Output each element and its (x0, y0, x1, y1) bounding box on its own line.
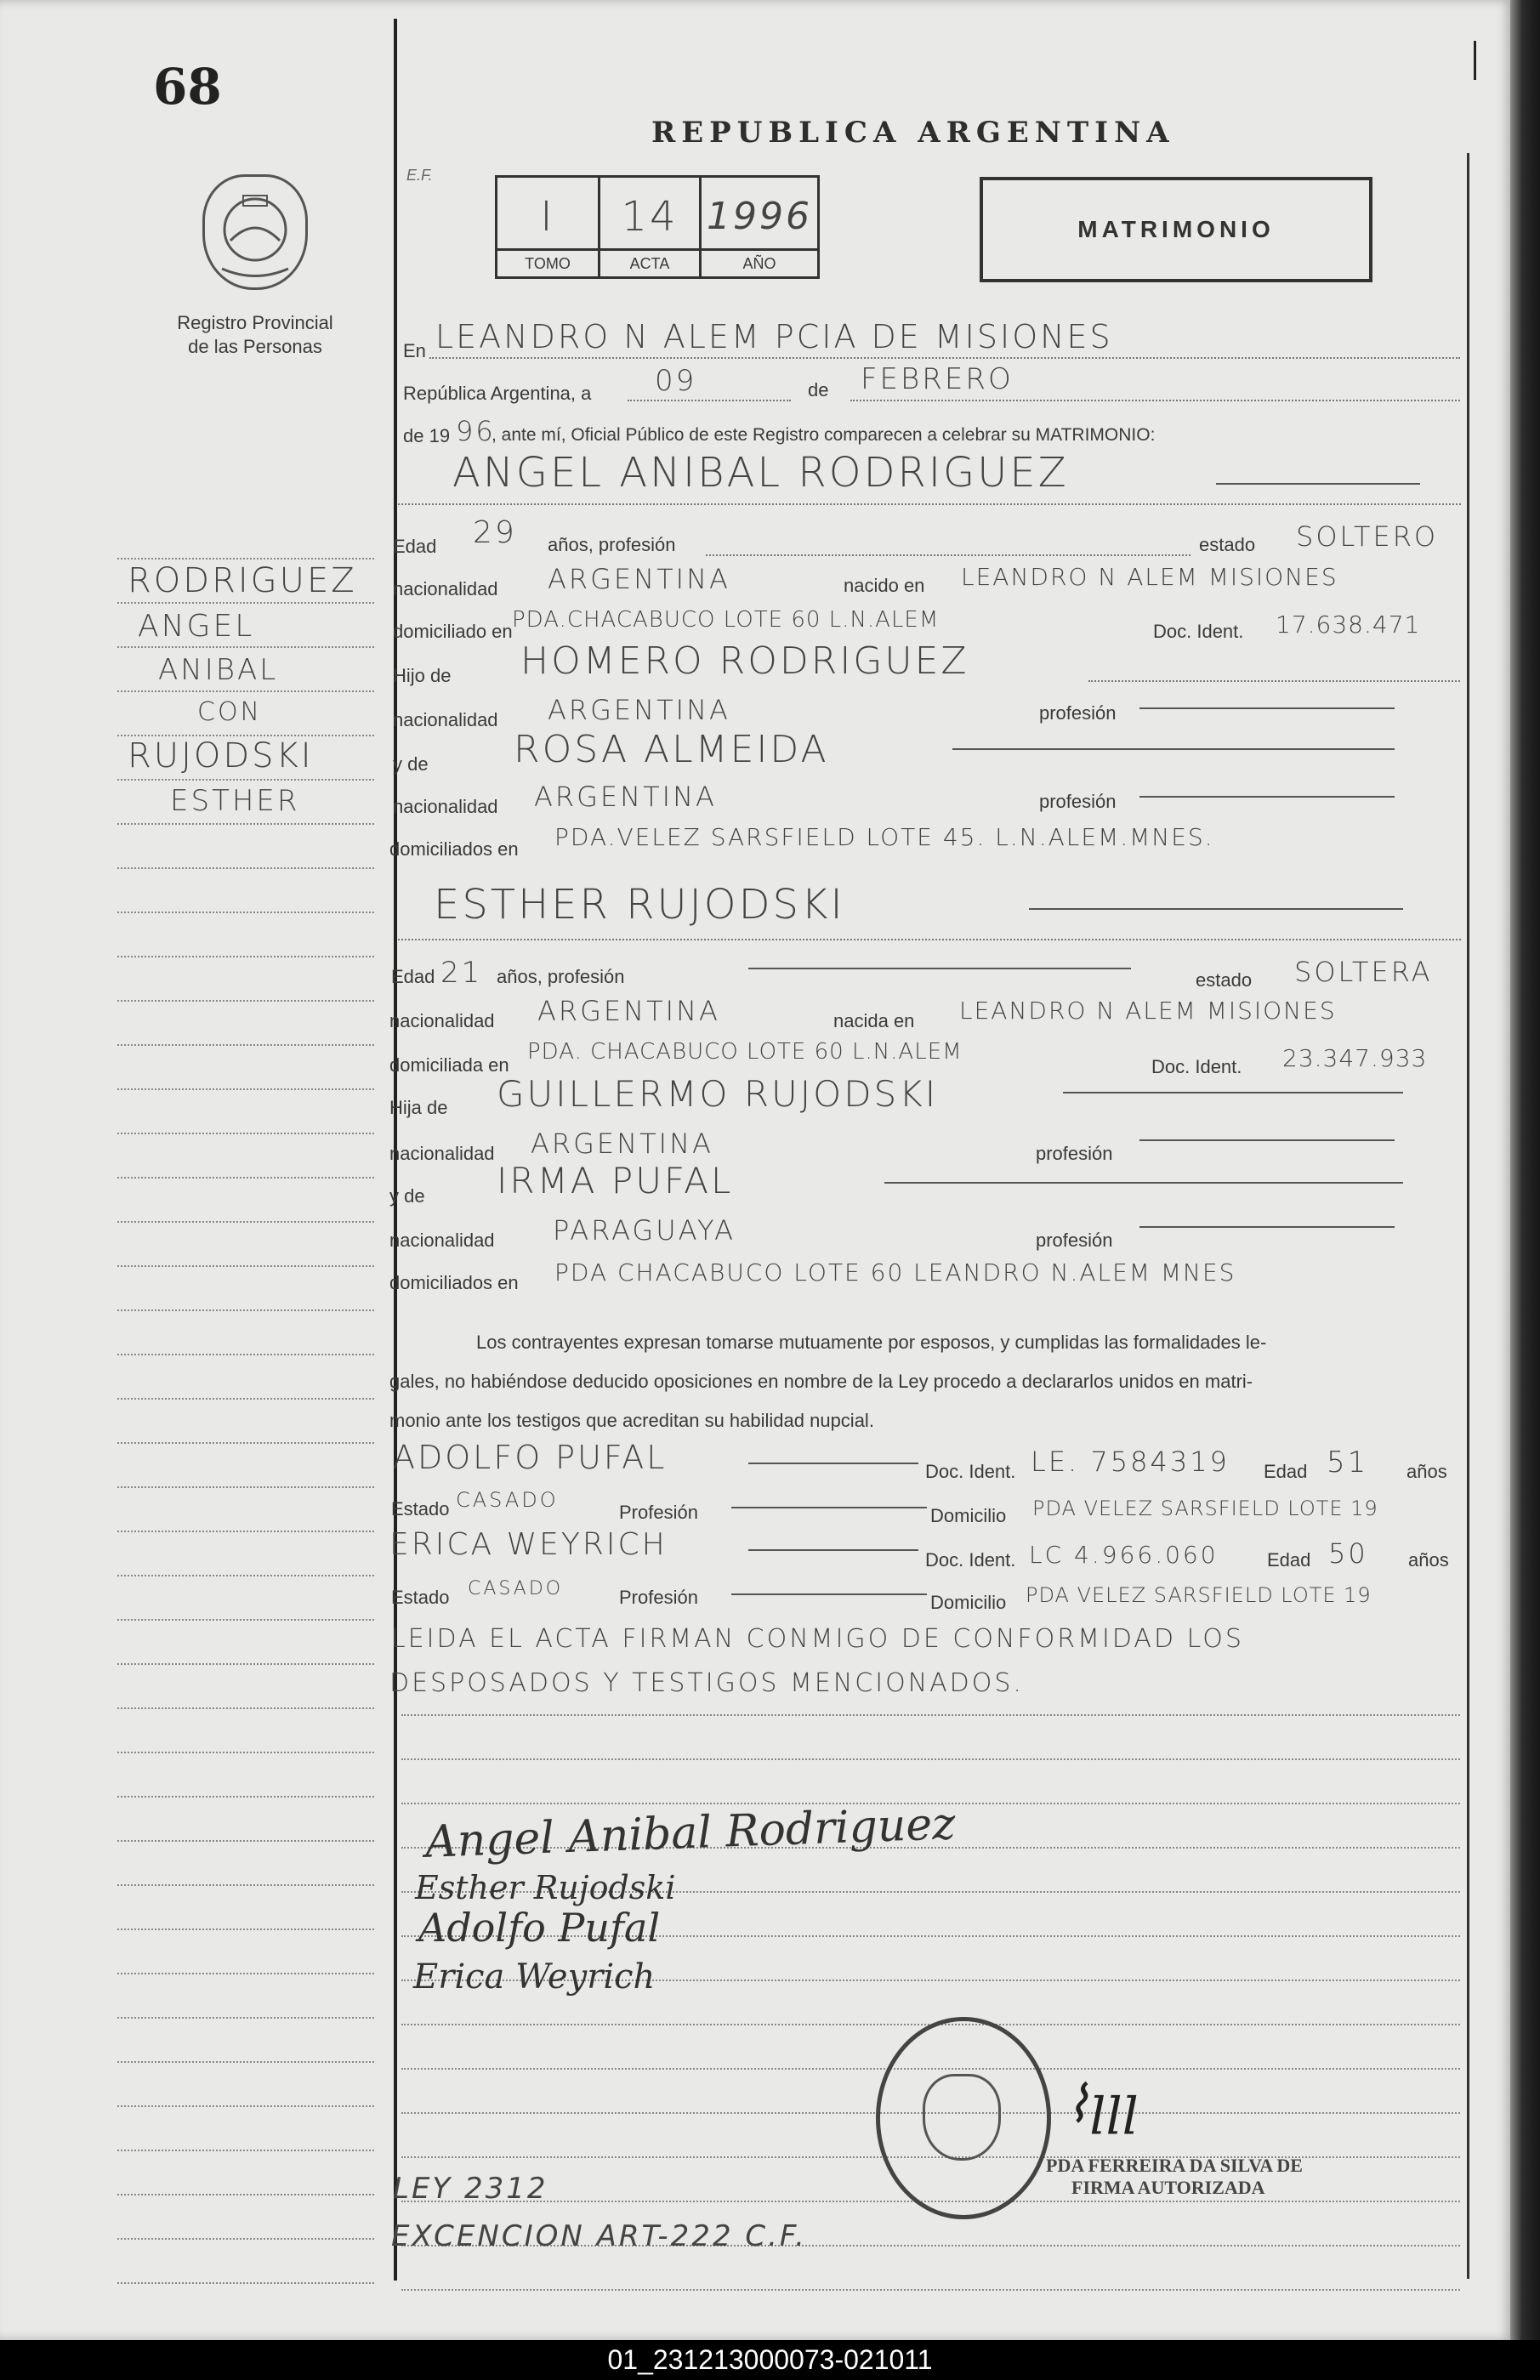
groom-mother-prof-label: profesión (1039, 791, 1117, 812)
margin-ruled-line (117, 823, 374, 825)
day-dots (628, 400, 791, 401)
declaration-line-3: monio ante los testigos que acreditan su habilidad nupcial. (389, 1410, 874, 1431)
witness-2-name-line (748, 1549, 918, 1551)
margin-ruled-line (117, 2105, 374, 2107)
bride-name-line (1029, 908, 1403, 910)
margin-first-name: ANGEL (138, 609, 255, 644)
witness-2-anos-label: años (1408, 1549, 1449, 1571)
witness-2-edad-label: Edad (1267, 1549, 1311, 1571)
official-seal (876, 2017, 1051, 2219)
margin-ruled-line (117, 1309, 374, 1311)
signature-bride: Esther Rujodski (415, 1869, 676, 1906)
place-dots (429, 357, 1460, 359)
tomo-cell (497, 178, 600, 276)
witness-1-doc: LE. 7584319 (1031, 1446, 1230, 1478)
margin-ruled-line (117, 1752, 374, 1753)
groom-domicile: PDA.CHACABUCO LOTE 60 L.N.ALEM (512, 607, 940, 633)
bride-father-prof-line (1139, 1139, 1395, 1141)
witness-2-prof-line (731, 1593, 927, 1595)
closing-line-2: DESPOSADOS Y TESTIGOS MENCIONADOS. (389, 1668, 1024, 1698)
bride-domicile: PDA. CHACABUCO LOTE 60 L.N.ALEM (527, 1039, 963, 1065)
witness-2-domicile: PDA VELEZ SARSFIELD LOTE 19 (1026, 1583, 1372, 1607)
margin-ruled-line (117, 1663, 374, 1665)
margin-spouse-name: ESTHER (170, 784, 300, 818)
margin-ruled-line (117, 1398, 374, 1400)
groom-mother: ROSA ALMEIDA (514, 728, 829, 771)
margin-ruled-line (117, 2238, 374, 2240)
witness-1-doc-label: Doc. Ident. (925, 1461, 1016, 1482)
bride-parents-dom-label: domiciliados en (389, 1272, 519, 1293)
witness-1-age: 51 (1327, 1446, 1369, 1480)
authorization-stamp (1046, 2155, 1303, 2199)
groom-father-nac-label: nacionalidad (393, 709, 498, 730)
groom-father: HOMERO RODRIGUEZ (520, 639, 969, 683)
bride-mother-nac-label: nacionalidad (389, 1230, 495, 1251)
margin-ruled-line (117, 1575, 374, 1576)
margin-ruled-line (117, 1884, 374, 1886)
groom-father-dots (1088, 680, 1460, 682)
witness-1-domicile: PDA VELEZ SARSFIELD LOTE 19 (1032, 1497, 1378, 1520)
excencion-note: EXCENCION ART-222 C.F. (391, 2219, 807, 2253)
witness-1-prof-line (731, 1507, 927, 1508)
bride-parents-domicile: PDA CHACABUCO LOTE 60 LEANDRO N.ALEM MNES (554, 1258, 1236, 1287)
witness-1-name: ADOLFO PUFAL (393, 1439, 668, 1476)
top-right-mark (1474, 41, 1476, 80)
acta-cell (600, 178, 702, 276)
margin-ruled-line (117, 779, 374, 781)
witness-2-age: 50 (1328, 1537, 1368, 1570)
margin-ruled-line (117, 1619, 374, 1621)
year-suffix: 96 (456, 415, 496, 447)
year-prefix: de 19 (403, 425, 451, 446)
witness-1-anos-label: años (1406, 1461, 1447, 1482)
groom-edad-label: Edad (393, 536, 437, 557)
registry-title (136, 311, 374, 359)
bride-estado: SOLTERA (1294, 956, 1433, 988)
witness-2-prof-label: Profesión (619, 1587, 698, 1608)
margin-ruled-line (117, 1133, 374, 1134)
bride-father-prof-label: profesión (1036, 1143, 1113, 1164)
registry-line-2: de las Personas (188, 336, 322, 357)
page-number: 68 (153, 58, 222, 116)
bride-profesion-line (748, 968, 1131, 969)
bride-mother-label: y de (389, 1185, 425, 1207)
witness-2-name: ERICA WEYRICH (389, 1527, 668, 1562)
ley-note: LEY 2312 (393, 2172, 548, 2206)
bride-doc-label: Doc. Ident. (1151, 1056, 1242, 1077)
bride-father-nac: ARGENTINA (531, 1128, 713, 1160)
de-label: de (808, 379, 829, 400)
margin-ruled-line (117, 1354, 374, 1355)
margin-ruled-line (117, 646, 374, 648)
bride-father: GUILLERMO RUJODSKI (497, 1073, 939, 1115)
witness-1-prof-label: Profesión (619, 1502, 698, 1523)
margin-ruled-line (117, 1088, 374, 1090)
witness-2-estado: CASADO (468, 1578, 564, 1599)
ano-label: AÑO (702, 248, 817, 276)
groom-mother-label: y de (393, 753, 429, 775)
bride-name-dots (398, 939, 1461, 940)
margin-ruled-line (117, 2150, 374, 2151)
body-ruled-line (401, 2289, 1460, 2291)
groom-mother-nac-label: nacionalidad (393, 796, 498, 817)
bride-name: ESTHER RUJODSKI (434, 881, 845, 929)
witness-1-name-line (748, 1463, 918, 1464)
bride-mother-prof-line (1139, 1226, 1395, 1228)
bride-nac-label: nacionalidad (389, 1010, 495, 1031)
declaration-line-2: gales, no habiéndose deducido oposiciones en nombre de la Ley procedo a declararlos unidos en matri- (389, 1371, 1253, 1392)
margin-ruled-line (117, 1973, 374, 1974)
ceremony-place: LEANDRO N ALEM PCIA DE MISIONES (435, 318, 1113, 355)
en-label: En (403, 340, 426, 361)
bride-profesion-label: años, profesión (497, 966, 625, 987)
witness-1-estado-label: Estado (391, 1498, 450, 1519)
witness-2-doc-label: Doc. Ident. (925, 1549, 1016, 1571)
groom-estado: SOLTERO (1296, 520, 1439, 553)
bride-age: 21 (440, 956, 483, 990)
ceremony-day: 09 (655, 364, 697, 398)
margin-con: CON (197, 697, 263, 727)
page-edge-shadow (1510, 0, 1540, 2340)
witness-2-dom-label: Domicilio (930, 1592, 1007, 1613)
groom-parents-domicile: PDA.VELEZ SARSFIELD LOTE 45. L.N.ALEM.MNES. (554, 823, 1214, 851)
republica-label: República Argentina, a (403, 383, 592, 404)
groom-doc-label: Doc. Ident. (1153, 621, 1244, 642)
margin-ruled-line (117, 2282, 374, 2284)
margin-ruled-line (117, 956, 374, 957)
margin-ruled-line (117, 1928, 374, 1930)
country-heading: REPUBLICA ARGENTINA (651, 116, 1175, 150)
bride-doc: 23.347.933 (1282, 1044, 1428, 1072)
margin-surname: RODRIGUEZ (128, 561, 357, 600)
margin-ruled-line (117, 1531, 374, 1532)
groom-nac-label: nacionalidad (393, 578, 498, 599)
margin-ruled-line (117, 912, 374, 913)
province-emblem (202, 174, 308, 290)
bride-father-nac-label: nacionalidad (389, 1143, 495, 1164)
margin-ruled-line (117, 1796, 374, 1798)
closing-line-1: LEIDA EL ACTA FIRMAN CONMIGO DE CONFORMIDAD LOS (391, 1624, 1244, 1654)
margin-ruled-line (117, 602, 374, 604)
margin-ruled-line (117, 690, 374, 692)
margin-ruled-line (117, 1486, 374, 1488)
signature-witness-1: Adolfo Pufal (418, 1905, 661, 1951)
witness-1-dom-label: Domicilio (930, 1505, 1007, 1526)
registrar-signature: ⌇ꞁꞁꞁ (1065, 2075, 1139, 2134)
bride-dom-label: domiciliada en (389, 1054, 509, 1076)
groom-father-label: Hijo de (393, 665, 452, 686)
groom-estado-label: estado (1199, 534, 1256, 555)
margin-ruled-line (117, 1840, 374, 1842)
acta-label: ACTA (600, 248, 699, 276)
bride-born-place: LEANDRO N ALEM MISIONES (959, 997, 1337, 1025)
signature-groom: Angel Anibal Rodriguez (424, 1798, 957, 1868)
declaration-text (389, 1323, 1452, 1440)
groom-name-dots (398, 503, 1461, 505)
margin-ruled-line (117, 558, 374, 559)
registry-line-1: Registro Provincial (177, 312, 333, 333)
bride-mother-prof-label: profesión (1036, 1230, 1113, 1251)
ano-value: 1996 (707, 195, 812, 238)
bride-father-line (1063, 1092, 1403, 1093)
groom-nationality: ARGENTINA (548, 563, 730, 595)
groom-profesion-label: años, profesión (548, 534, 676, 555)
month-dots (850, 400, 1460, 401)
record-type-box (980, 177, 1372, 282)
declaration-line-1: Los contrayentes expresan tomarse mutuamente por esposos, y cumplidas las formalidades le- (476, 1332, 1267, 1353)
body-ruled-line (401, 1714, 1460, 1716)
tomo-value: I (540, 193, 555, 241)
record-box (495, 175, 820, 279)
bride-mother-line (884, 1182, 1403, 1184)
witness-1-edad-label: Edad (1264, 1461, 1308, 1482)
tomo-label: TOMO (497, 248, 598, 276)
groom-father-prof-label: profesión (1039, 702, 1117, 724)
groom-father-nac: ARGENTINA (548, 694, 730, 726)
groom-dom-label: domiciliado en (393, 621, 513, 642)
groom-mother-prof-line (1139, 796, 1395, 798)
intro-statement: , ante mí, Oficial Público de este Registro comparecen a celebrar su MATRIMONIO: (492, 425, 1156, 445)
signature-witness-2: Erica Weyrich (413, 1957, 656, 1997)
groom-age: 29 (473, 515, 517, 550)
ef-note: E.F. (406, 167, 433, 184)
margin-ruled-line (117, 1044, 374, 1046)
groom-doc: 17.638.471 (1276, 611, 1421, 639)
margin-second-name: ANIBAL (158, 653, 279, 687)
right-margin-rule (1467, 153, 1469, 2279)
groom-born-place: LEANDRO N ALEM MISIONES (961, 563, 1338, 591)
ano-cell (702, 178, 817, 276)
groom-born-label: nacido en (844, 575, 925, 596)
bride-mother: IRMA PUFAL (497, 1160, 734, 1201)
margin-ruled-line (117, 1221, 374, 1223)
witness-2-estado-label: Estado (391, 1587, 450, 1608)
witness-2-doc: LC 4.966.060 (1029, 1541, 1219, 1569)
margin-ruled-line (117, 2194, 374, 2195)
groom-name: ANGEL ANIBAL RODRIGUEZ (452, 449, 1069, 497)
margin-ruled-line (117, 1707, 374, 1709)
bride-father-label: Hija de (389, 1097, 448, 1118)
record-type-label: MATRIMONIO (1077, 216, 1275, 242)
stamp-line-2: FIRMA AUTORIZADA (1071, 2177, 1265, 2198)
margin-ruled-line (117, 1000, 374, 1002)
acta-value: 14 (621, 193, 679, 241)
groom-parents-dom-label: domiciliados en (389, 838, 519, 860)
groom-father-prof-line (1139, 707, 1395, 709)
margin-spouse-surname: RUJODSKI (128, 736, 314, 775)
margin-ruled-line (117, 1265, 374, 1267)
margin-ruled-line (117, 1442, 374, 1444)
body-ruled-line (401, 1758, 1460, 1760)
witness-1-estado: CASADO (456, 1488, 559, 1512)
margin-ruled-line (117, 867, 374, 869)
groom-name-line (1216, 483, 1420, 485)
margin-ruled-line (117, 1177, 374, 1179)
groom-mother-line (952, 748, 1395, 750)
bride-estado-label: estado (1196, 969, 1253, 991)
bride-edad-label: Edad (391, 966, 435, 987)
bride-mother-nac: PARAGUAYA (553, 1214, 736, 1247)
margin-ruled-line (117, 2017, 374, 2019)
image-caption: 01_231213000073-021011 (0, 2340, 1540, 2380)
groom-mother-nac: ARGENTINA (534, 781, 717, 813)
margin-ruled-line (117, 2061, 374, 2063)
stamp-line-1: PDA FERREIRA DA SILVA DE (1046, 2155, 1303, 2176)
groom-profesion-dots (706, 554, 1191, 556)
bride-born-label: nacida en (833, 1010, 915, 1031)
bride-nationality: ARGENTINA (537, 995, 720, 1027)
ceremony-month: FEBRERO (861, 362, 1014, 396)
